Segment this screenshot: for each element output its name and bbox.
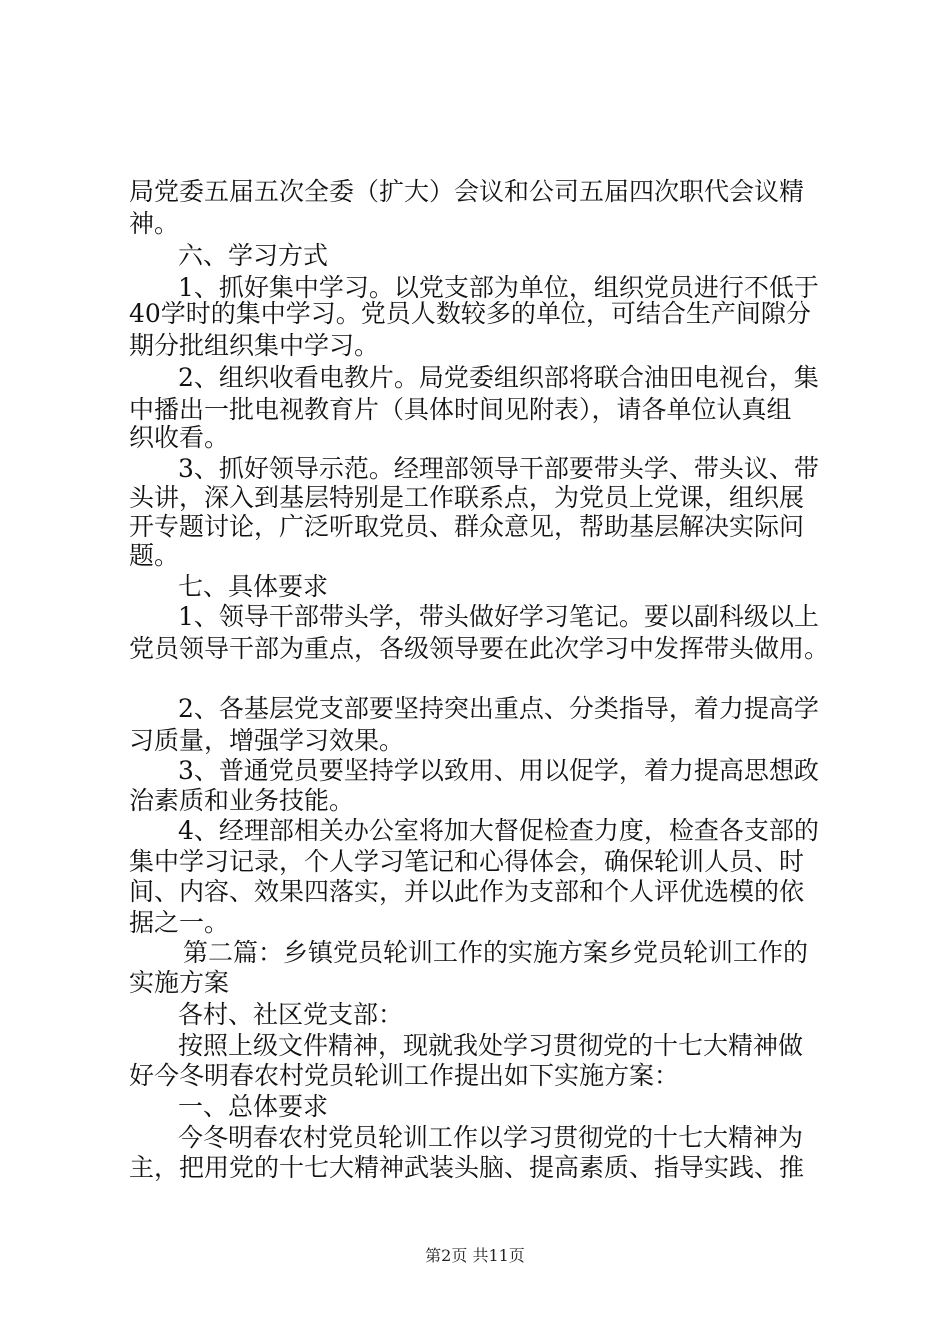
text-line: 4、经理部相关办公室将加大督促检查力度，检查各支部的: [178, 816, 819, 845]
text-line: 集中学习记录，个人学习笔记和心得体会，确保轮训人员、时: [129, 847, 805, 876]
section-heading: 七、具体要求: [178, 572, 329, 601]
chapter-heading: 实施方案: [129, 968, 230, 997]
text-line: 习质量，增强学习效果。: [129, 726, 405, 755]
text-line: 主，把用党的十七大精神武装头脑、提高素质、指导实践、推: [129, 1153, 805, 1182]
section-heading: 六、学习方式: [178, 241, 329, 270]
text-line: 题。: [129, 541, 180, 570]
text-line: 按照上级文件精神，现就我处学习贯彻党的十七大精神做: [178, 1031, 804, 1060]
chapter-heading: 第二篇：乡镇党员轮训工作的实施方案乡党员轮训工作的: [183, 938, 809, 967]
text-line: 2、组织收看电教片。局党委组织部将联合油田电视台，集: [178, 363, 819, 392]
text-line: 期分批组织集中学习。: [129, 331, 380, 360]
text-line: 中播出一批电视教育片（具体时间见附表），请各单位认真组: [129, 395, 792, 424]
text-line: 1、领导干部带头学，带头做好学习笔记。要以副科级以上: [178, 602, 819, 631]
page-number-footer: 第2页 共11页: [425, 1246, 525, 1265]
text-line: 神。: [129, 209, 180, 238]
text-line: 3、普通党员要坚持学以致用、用以促学，着力提高思想政: [178, 756, 819, 785]
text-line: 局党委五届五次全委（扩大）会议和公司五届四次职代会议精: [129, 177, 805, 206]
text-line: 党员领导干部为重点，各级领导要在此次学习中发挥带头做用。: [129, 634, 830, 663]
text-line: 今冬明春农村党员轮训工作以学习贯彻党的十七大精神为: [178, 1123, 804, 1152]
text-line: 治素质和业务技能。: [129, 786, 355, 815]
text-line: 3、抓好领导示范。经理部领导干部要带头学、带头议、带: [178, 454, 819, 483]
text-line: 头讲，深入到基层特别是工作联系点，为党员上党课，组织展: [129, 483, 805, 512]
text-line: 1、抓好集中学习。以党支部为单位，组织党员进行不低于: [178, 273, 819, 302]
text-line: 开专题讨论，广泛听取党员、群众意见，帮助基层解决实际问: [129, 512, 805, 541]
text-line: 织收看。: [129, 423, 230, 452]
text-line: 据之一。: [129, 908, 230, 937]
text-line: 好今冬明春农村党员轮训工作提出如下实施方案：: [129, 1061, 680, 1090]
text-line: 间、内容、效果四落实，并以此作为支部和个人评优选模的依: [129, 877, 805, 906]
text-line: 40学时的集中学习。党员人数较多的单位，可结合生产间隙分: [129, 299, 811, 328]
text-line: 2、各基层党支部要坚持突出重点、分类指导，着力提高学: [178, 694, 819, 723]
section-heading: 一、总体要求: [178, 1092, 329, 1121]
salutation: 各村、社区党支部：: [178, 1000, 404, 1029]
